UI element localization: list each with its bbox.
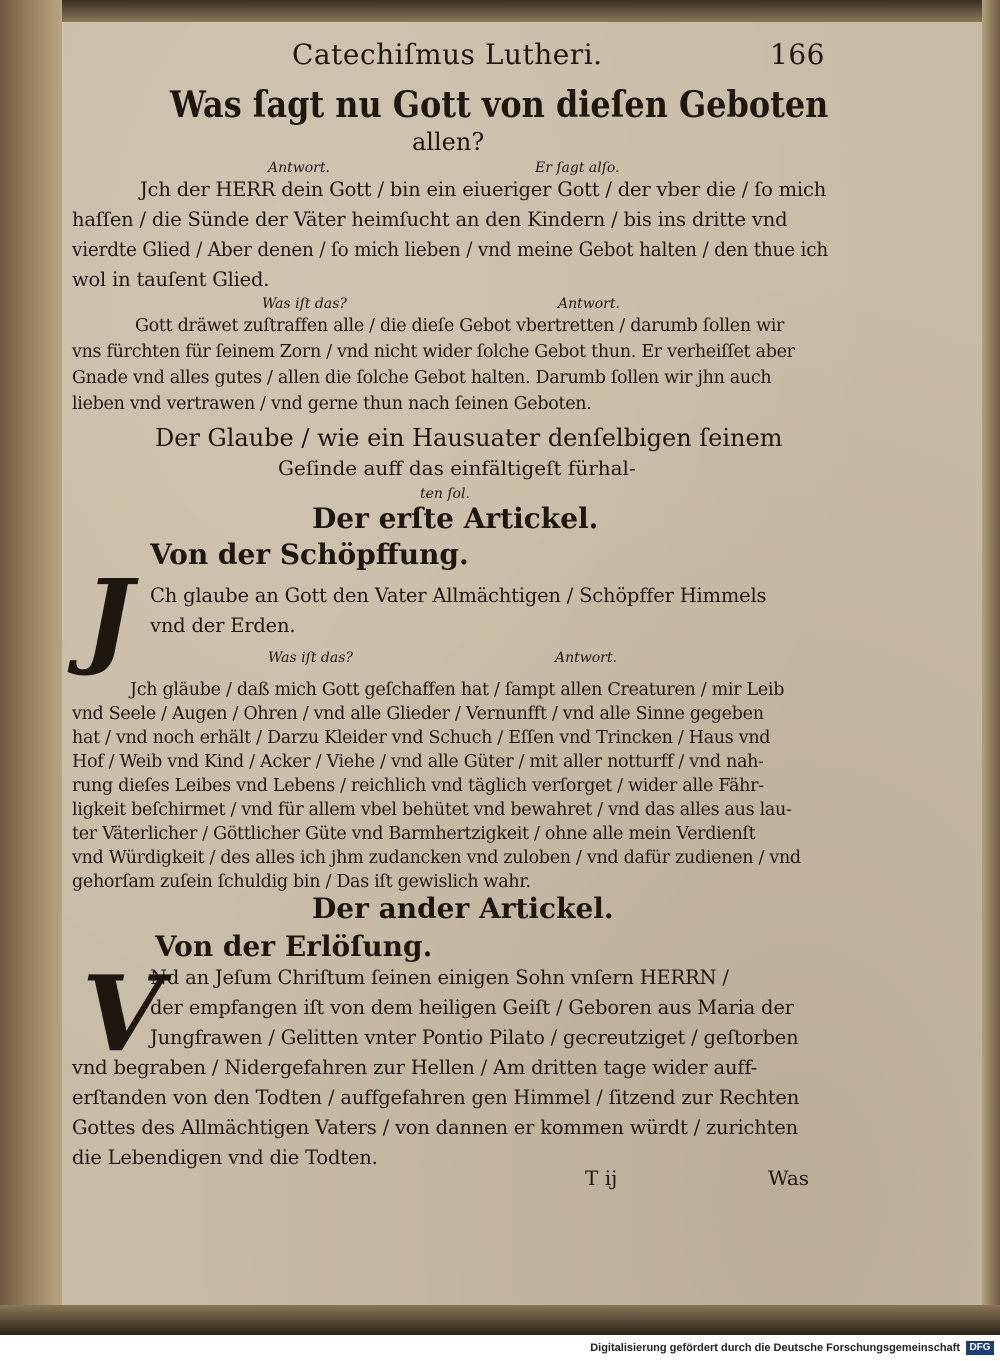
article1-creed-line-2: vnd der Erden. <box>150 614 296 637</box>
article1-title: Der erſte Artickel. <box>312 502 599 535</box>
dfg-logo: DFG <box>966 1341 994 1355</box>
article2-line-5: erſtanden von den Todten / auffgefahren gen Himmel / ſitzend zur Rechten <box>72 1086 800 1109</box>
section2-line-4: lieben vnd vertrawen / vnd gerne thun nach ſeinen Geboten. <box>72 394 592 414</box>
article1-line-6: ligkeit beſchirmet / vnd für allem vbel behütet vnd bewahret / vnd das alles aus lau- <box>72 800 792 820</box>
section2-line-2: vns fürchten für ſeinem Zorn / vnd nicht wider ſolche Gebot thun. Er verheiſſet aber <box>72 342 795 362</box>
article2-line-7: die Lebendigen vnd die Todten. <box>72 1146 378 1169</box>
article2-drop-initial: V <box>82 952 163 1075</box>
section2-line-3: Gnade vnd alles gutes / allen die ſolche Gebot halten. Darumb ſollen wir jhn auch <box>72 368 772 388</box>
article1-drop-initial: J <box>84 556 134 679</box>
section1-label-right: Er ſagt alſo. <box>535 160 620 176</box>
article2-line-4: vnd begraben / Nidergefahren zur Hellen / Am dritten tage wider auff- <box>72 1056 758 1079</box>
page-number: 166 <box>770 38 825 71</box>
article2-subtitle: Von der Erlöſung. <box>155 930 433 963</box>
article1-line-4: Hof / Weib vnd Kind / Acker / Viehe / vnd alle Güter / mit aller notturff / vnd nah- <box>72 752 764 772</box>
signature-mark: T ij <box>585 1166 618 1190</box>
article1-line-8: vnd Würdigkeit / des alles ich jhm zudancken vnd zuloben / vnd dafür zudienen / vnd <box>72 848 801 868</box>
section2-line-1: Gott dräwet zuſtraffen alle / die dieſe Gebot vbertretten / darumb ſollen wir <box>135 316 785 336</box>
article1-line-9: gehorſam zuſein ſchuldig bin / Das iſt gewislich wahr. <box>72 872 531 892</box>
article2-line-2: der empfangen iſt von dem heiligen Geiſt / Geboren aus Maria der <box>150 996 794 1019</box>
section1-line-2: haſſen / die Sünde der Väter heimſucht an den Kindern / bis ins dritte vnd <box>72 208 788 231</box>
article1-line-7: ter Väterlicher / Göttlicher Güte vnd Barmhertzigkeit / ohne alle mein Verdienſt <box>72 824 756 844</box>
section2-label-left: Was iſt das? <box>262 296 347 312</box>
section1-label-left: Antwort. <box>268 160 330 176</box>
article1-label-left: Was iſt das? <box>268 650 353 666</box>
scan-border-right <box>982 0 1000 1335</box>
section3-heading-line1: Der Glaube / wie ein Hausuater denſelbigen ſeinem <box>155 424 783 452</box>
article1-line-5: rung dieſes Leibes vnd Lebens / reichlich vnd täglich verſorget / wider alle Fähr- <box>72 776 764 796</box>
scan-border-left <box>0 0 62 1335</box>
article1-label-right: Antwort. <box>555 650 617 666</box>
article1-subtitle: Von der Schöpffung. <box>150 538 469 571</box>
running-title: Catechiſmus Lutheri. <box>292 38 603 71</box>
credit-text: Digitalisierung gefördert durch die Deutsche Forschungsgemeinschaft <box>590 1342 960 1354</box>
section1-line-4: wol in tauſent Glied. <box>72 268 270 291</box>
section1-heading-line1: Was ſagt nu Gott von dieſen Geboten <box>170 84 829 126</box>
article1-creed-line-1: Ch glaube an Gott den Vater Allmächtigen / Schöpffer Himmels <box>150 584 767 607</box>
article1-line-3: hat / vnd noch erhält / Darzu Kleider vnd Schuch / Eſſen vnd Trincken / Haus vnd <box>72 728 771 748</box>
article2-line-3: Jungfrawen / Gelitten vnter Pontio Pilato / gecreutziget / geſtorben <box>150 1026 799 1049</box>
catchword: Was <box>768 1166 810 1190</box>
section1-heading-line2: allen? <box>412 128 485 156</box>
article1-line-2: vnd Seele / Augen / Ohren / vnd alle Glieder / Vernunfft / vnd alle Sinne gegeben <box>72 704 764 724</box>
section1-line-1: Jch der HERR dein Gott / bin ein eiueriger Gott / der vber die / ſo mich <box>140 178 827 201</box>
article2-title: Der ander Artickel. <box>312 892 614 925</box>
article2-line-6: Gottes des Allmächtigen Vaters / von dannen er kommen würdt / zurichten <box>72 1116 798 1139</box>
section3-heading-line3: ten ſol. <box>420 486 470 502</box>
section1-line-3: vierdte Glied / Aber denen / ſo mich lieben / vnd meine Gebot halten / den thue ich <box>72 238 829 261</box>
section2-label-right: Antwort. <box>558 296 620 312</box>
section3-heading-line2: Geſinde auff das einfältigeſt fürhal- <box>278 456 636 480</box>
scan-border-top <box>0 0 1000 22</box>
scan-border-bottom <box>0 1305 1000 1335</box>
article2-line-1: Nd an Jeſum Chriſtum ſeinen einigen Sohn vnſern HERRN / <box>150 966 729 989</box>
article1-line-1: Jch gläube / daß mich Gott geſchaffen hat / ſampt allen Creaturen / mir Leib <box>130 680 785 700</box>
